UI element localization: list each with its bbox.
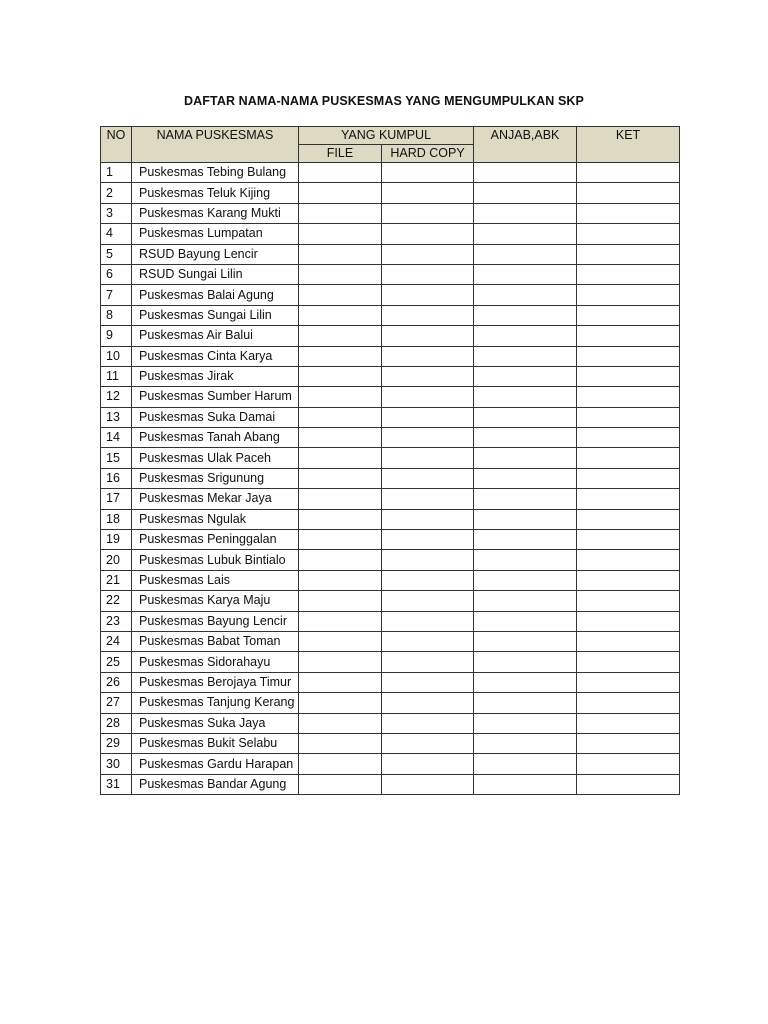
cell-no: 31 xyxy=(101,774,132,794)
cell-file xyxy=(299,693,382,713)
cell-no: 10 xyxy=(101,346,132,366)
cell-file xyxy=(299,203,382,223)
cell-no: 19 xyxy=(101,530,132,550)
cell-file xyxy=(299,774,382,794)
cell-file xyxy=(299,672,382,692)
cell-ket xyxy=(577,387,680,407)
cell-name: Puskesmas Babat Toman xyxy=(132,631,299,651)
cell-name: Puskesmas Karya Maju xyxy=(132,591,299,611)
cell-anjab xyxy=(474,448,577,468)
cell-hard-copy xyxy=(382,203,474,223)
cell-no: 17 xyxy=(101,489,132,509)
cell-name: Puskesmas Sidorahayu xyxy=(132,652,299,672)
document-title: DAFTAR NAMA-NAMA PUSKESMAS YANG MENGUMPULKAN SKP xyxy=(184,94,584,108)
table-row xyxy=(101,407,680,427)
cell-anjab xyxy=(474,693,577,713)
table-row xyxy=(101,244,680,264)
cell-no: 4 xyxy=(101,224,132,244)
cell-name: Puskesmas Gardu Harapan xyxy=(132,754,299,774)
cell-file xyxy=(299,611,382,631)
cell-name: Puskesmas Air Balui xyxy=(132,326,299,346)
cell-ket xyxy=(577,550,680,570)
cell-file xyxy=(299,387,382,407)
table-row xyxy=(101,713,680,733)
cell-ket xyxy=(577,652,680,672)
cell-hard-copy xyxy=(382,530,474,550)
cell-name: Puskesmas Bayung Lencir xyxy=(132,611,299,631)
cell-hard-copy xyxy=(382,733,474,753)
cell-hard-copy xyxy=(382,264,474,284)
cell-anjab xyxy=(474,611,577,631)
table-header xyxy=(101,127,680,163)
cell-ket xyxy=(577,774,680,794)
cell-hard-copy xyxy=(382,591,474,611)
cell-hard-copy xyxy=(382,509,474,529)
table-row xyxy=(101,224,680,244)
cell-anjab xyxy=(474,244,577,264)
cell-no: 30 xyxy=(101,754,132,774)
table-row xyxy=(101,183,680,203)
cell-hard-copy xyxy=(382,611,474,631)
cell-ket xyxy=(577,509,680,529)
cell-hard-copy xyxy=(382,346,474,366)
cell-hard-copy xyxy=(382,244,474,264)
cell-anjab xyxy=(474,224,577,244)
cell-anjab xyxy=(474,489,577,509)
cell-hard-copy xyxy=(382,387,474,407)
header-name: NAMA PUSKESMAS xyxy=(132,127,299,163)
cell-ket xyxy=(577,183,680,203)
cell-anjab xyxy=(474,428,577,448)
cell-name: Puskesmas Suka Jaya xyxy=(132,713,299,733)
cell-hard-copy xyxy=(382,326,474,346)
cell-ket xyxy=(577,285,680,305)
cell-name: RSUD Sungai Lilin xyxy=(132,264,299,284)
cell-file xyxy=(299,509,382,529)
cell-name: Puskesmas Tanjung Kerang xyxy=(132,693,299,713)
table-row xyxy=(101,387,680,407)
cell-name: Puskesmas Tanah Abang xyxy=(132,428,299,448)
cell-file xyxy=(299,754,382,774)
cell-hard-copy xyxy=(382,224,474,244)
cell-file xyxy=(299,366,382,386)
cell-ket xyxy=(577,163,680,183)
cell-hard-copy xyxy=(382,570,474,590)
cell-file xyxy=(299,407,382,427)
cell-ket xyxy=(577,448,680,468)
table-body xyxy=(101,163,680,795)
cell-name: Puskesmas Cinta Karya xyxy=(132,346,299,366)
cell-no: 20 xyxy=(101,550,132,570)
cell-ket xyxy=(577,733,680,753)
cell-hard-copy xyxy=(382,183,474,203)
cell-anjab xyxy=(474,652,577,672)
cell-anjab xyxy=(474,570,577,590)
cell-file xyxy=(299,346,382,366)
table-row xyxy=(101,652,680,672)
cell-no: 13 xyxy=(101,407,132,427)
table-row xyxy=(101,530,680,550)
cell-anjab xyxy=(474,733,577,753)
cell-ket xyxy=(577,672,680,692)
cell-name: Puskesmas Teluk Kijing xyxy=(132,183,299,203)
cell-name: Puskesmas Peninggalan xyxy=(132,530,299,550)
cell-hard-copy xyxy=(382,305,474,325)
cell-no: 14 xyxy=(101,428,132,448)
cell-anjab xyxy=(474,591,577,611)
cell-file xyxy=(299,591,382,611)
table-row xyxy=(101,631,680,651)
cell-hard-copy xyxy=(382,448,474,468)
cell-hard-copy xyxy=(382,631,474,651)
cell-anjab xyxy=(474,530,577,550)
table-row xyxy=(101,468,680,488)
cell-name: Puskesmas Lumpatan xyxy=(132,224,299,244)
table-row xyxy=(101,305,680,325)
cell-ket xyxy=(577,366,680,386)
cell-hard-copy xyxy=(382,163,474,183)
table-row xyxy=(101,428,680,448)
cell-no: 29 xyxy=(101,733,132,753)
table-row xyxy=(101,570,680,590)
cell-anjab xyxy=(474,550,577,570)
cell-name: Puskesmas Balai Agung xyxy=(132,285,299,305)
cell-ket xyxy=(577,203,680,223)
cell-name: Puskesmas Bandar Agung xyxy=(132,774,299,794)
header-ket: KET xyxy=(577,127,680,163)
cell-ket xyxy=(577,591,680,611)
cell-ket xyxy=(577,346,680,366)
cell-ket xyxy=(577,489,680,509)
cell-anjab xyxy=(474,672,577,692)
cell-no: 21 xyxy=(101,570,132,590)
cell-name: Puskesmas Lubuk Bintialo xyxy=(132,550,299,570)
cell-file xyxy=(299,448,382,468)
cell-anjab xyxy=(474,631,577,651)
cell-hard-copy xyxy=(382,468,474,488)
cell-no: 24 xyxy=(101,631,132,651)
cell-ket xyxy=(577,224,680,244)
cell-ket xyxy=(577,468,680,488)
table-row xyxy=(101,366,680,386)
table-row xyxy=(101,285,680,305)
cell-ket xyxy=(577,693,680,713)
submission-table xyxy=(100,126,680,795)
cell-hard-copy xyxy=(382,428,474,448)
table-row xyxy=(101,509,680,529)
cell-name: Puskesmas Srigunung xyxy=(132,468,299,488)
cell-file xyxy=(299,652,382,672)
cell-no: 18 xyxy=(101,509,132,529)
cell-hard-copy xyxy=(382,672,474,692)
cell-no: 6 xyxy=(101,264,132,284)
cell-hard-copy xyxy=(382,693,474,713)
cell-name: Puskesmas Tebing Bulang xyxy=(132,163,299,183)
table-row xyxy=(101,672,680,692)
cell-anjab xyxy=(474,407,577,427)
cell-no: 3 xyxy=(101,203,132,223)
cell-anjab xyxy=(474,387,577,407)
cell-name: Puskesmas Karang Mukti xyxy=(132,203,299,223)
cell-no: 27 xyxy=(101,693,132,713)
header-hard-copy: HARD COPY xyxy=(382,145,474,163)
table-row xyxy=(101,774,680,794)
cell-ket xyxy=(577,326,680,346)
cell-no: 23 xyxy=(101,611,132,631)
cell-file xyxy=(299,285,382,305)
cell-name: Puskesmas Ulak Paceh xyxy=(132,448,299,468)
cell-anjab xyxy=(474,326,577,346)
cell-anjab xyxy=(474,468,577,488)
table-row xyxy=(101,611,680,631)
cell-file xyxy=(299,530,382,550)
cell-file xyxy=(299,163,382,183)
cell-no: 1 xyxy=(101,163,132,183)
cell-name: Puskesmas Lais xyxy=(132,570,299,590)
cell-hard-copy xyxy=(382,489,474,509)
cell-no: 28 xyxy=(101,713,132,733)
cell-anjab xyxy=(474,163,577,183)
cell-name: Puskesmas Mekar Jaya xyxy=(132,489,299,509)
table-row xyxy=(101,326,680,346)
cell-file xyxy=(299,326,382,346)
table-row xyxy=(101,693,680,713)
cell-no: 12 xyxy=(101,387,132,407)
cell-anjab xyxy=(474,264,577,284)
cell-anjab xyxy=(474,366,577,386)
cell-name: Puskesmas Sungai Lilin xyxy=(132,305,299,325)
cell-hard-copy xyxy=(382,713,474,733)
table-row xyxy=(101,591,680,611)
cell-anjab xyxy=(474,509,577,529)
cell-no: 26 xyxy=(101,672,132,692)
table-row xyxy=(101,754,680,774)
cell-ket xyxy=(577,305,680,325)
header-collected: YANG KUMPUL xyxy=(299,127,474,145)
cell-no: 2 xyxy=(101,183,132,203)
cell-file xyxy=(299,428,382,448)
cell-anjab xyxy=(474,183,577,203)
cell-no: 7 xyxy=(101,285,132,305)
cell-hard-copy xyxy=(382,366,474,386)
cell-file xyxy=(299,468,382,488)
cell-no: 22 xyxy=(101,591,132,611)
cell-file xyxy=(299,570,382,590)
cell-name: Puskesmas Ngulak xyxy=(132,509,299,529)
cell-file xyxy=(299,305,382,325)
cell-hard-copy xyxy=(382,285,474,305)
cell-name: Puskesmas Sumber Harum xyxy=(132,387,299,407)
cell-file xyxy=(299,550,382,570)
header-file: FILE xyxy=(299,145,382,163)
table-row xyxy=(101,448,680,468)
cell-file xyxy=(299,733,382,753)
cell-ket xyxy=(577,631,680,651)
table-row xyxy=(101,733,680,753)
cell-no: 5 xyxy=(101,244,132,264)
cell-ket xyxy=(577,244,680,264)
cell-no: 25 xyxy=(101,652,132,672)
cell-hard-copy xyxy=(382,754,474,774)
cell-file xyxy=(299,713,382,733)
cell-anjab xyxy=(474,754,577,774)
cell-name: Puskesmas Jirak xyxy=(132,366,299,386)
cell-hard-copy xyxy=(382,652,474,672)
cell-anjab xyxy=(474,346,577,366)
header-no: NO xyxy=(101,127,132,163)
cell-anjab xyxy=(474,203,577,223)
table-row xyxy=(101,489,680,509)
cell-name: Puskesmas Suka Damai xyxy=(132,407,299,427)
cell-file xyxy=(299,489,382,509)
cell-no: 11 xyxy=(101,366,132,386)
cell-ket xyxy=(577,570,680,590)
table-row xyxy=(101,550,680,570)
cell-ket xyxy=(577,754,680,774)
cell-no: 16 xyxy=(101,468,132,488)
cell-file xyxy=(299,264,382,284)
table-row xyxy=(101,346,680,366)
cell-anjab xyxy=(474,713,577,733)
cell-ket xyxy=(577,530,680,550)
table-row xyxy=(101,264,680,284)
cell-ket xyxy=(577,713,680,733)
cell-file xyxy=(299,224,382,244)
cell-name: Puskesmas Berojaya Timur xyxy=(132,672,299,692)
cell-ket xyxy=(577,264,680,284)
cell-name: Puskesmas Bukit Selabu xyxy=(132,733,299,753)
cell-hard-copy xyxy=(382,550,474,570)
cell-ket xyxy=(577,611,680,631)
cell-hard-copy xyxy=(382,774,474,794)
cell-no: 15 xyxy=(101,448,132,468)
cell-name: RSUD Bayung Lencir xyxy=(132,244,299,264)
cell-file xyxy=(299,244,382,264)
cell-ket xyxy=(577,407,680,427)
table-row xyxy=(101,203,680,223)
cell-anjab xyxy=(474,305,577,325)
cell-file xyxy=(299,183,382,203)
cell-anjab xyxy=(474,774,577,794)
cell-no: 9 xyxy=(101,326,132,346)
cell-anjab xyxy=(474,285,577,305)
header-anjab: ANJAB,ABK xyxy=(474,127,577,163)
cell-file xyxy=(299,631,382,651)
cell-ket xyxy=(577,428,680,448)
cell-no: 8 xyxy=(101,305,132,325)
cell-hard-copy xyxy=(382,407,474,427)
table-row xyxy=(101,163,680,183)
